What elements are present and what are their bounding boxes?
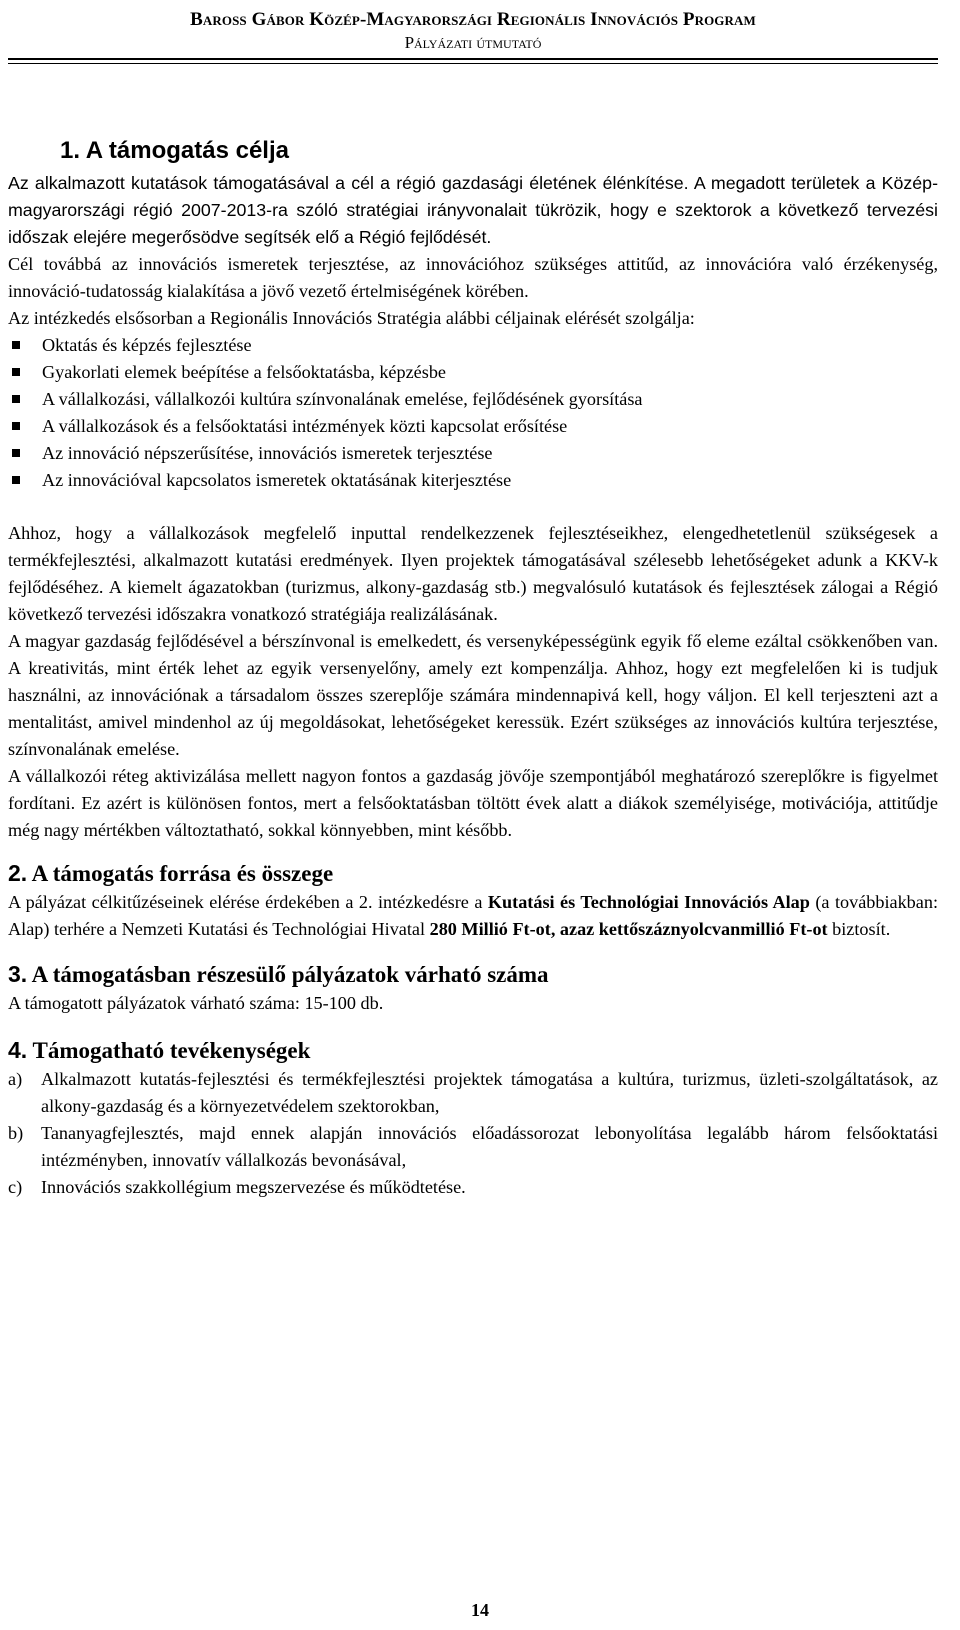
- bullet-item: A vállalkozások és a felsőoktatási intézmények közti kapcsolat erősítése: [8, 413, 938, 440]
- spacer: [8, 494, 938, 520]
- page-header: [8, 0, 938, 60]
- header-title: Baross Gábor Közép-Magyarországi Regionális Innovációs Program: [190, 9, 756, 30]
- section-1-paragraph-1: Az alkalmazott kutatások támogatásával a cél a régió gazdasági életének élénkítése. A megadott területek a Közép-magyarországi régió 2007-2013-ra szóló stratégiai irányvonalait tükrözik, hogy e szektorok a következő tervezési időszak elejére megerősödve segítsék elő a Régió fejlődését.: [8, 173, 938, 247]
- bullet-item: Oktatás és képzés fejlesztése: [8, 332, 938, 359]
- section-1-paragraph-4: Ahhoz, hogy a vállalkozások megfelelő inputtal rendelkezzenek fejlesztéseikhez, elengedhetetlenül szükségesek a termékfejlesztési, alkalmazott kutatási eredmények. Ilyen projektek támogatásával szélesebb lehetőségeket adunk a KKV-k fejlődéséhez. A kiemelt ágazatokban (turizmus, alkony-gazdaság stb.) megvalósuló kutatások és fejlesztések zálogai a Régió következő tervezési időszakra vonatkozó stratégiája realizálásának.: [8, 523, 938, 624]
- section-1-paragraph-5: A magyar gazdaság fejlődésével a bérszínvonal is emelkedett, és versenyképességünk egyik fő eleme ezáltal csökkenőben van. A kreativitás, mint érték lehet az egyik versenyelőny, amely ezt kompenzálja. Ahhoz, hogy ezt megfelelően ki is tudjuk használni, az innovációnak a társadalom összes szereplője számára mindennapivá kell, hogy váljon. El kell terjeszteni azt a mentalitást, amivel mindenhol az új megoldásokat, lehetőségeket keressük. Ezért szükséges az innovációs kultúra terjesztése, színvonalának emelése.: [8, 631, 938, 759]
- bullet-item: A vállalkozási, vállalkozói kultúra színvonalának emelése, fejlődésének gyorsítása: [8, 386, 938, 413]
- bullet-item: Gyakorlati elemek beépítése a felsőoktatásba, képzésbe: [8, 359, 938, 386]
- square-bullet-icon: [12, 368, 20, 376]
- square-bullet-icon: [12, 395, 20, 403]
- spacer: [8, 844, 938, 858]
- section-1-paragraph-6: A vállalkozói réteg aktivizálása mellett nagyon fontos a gazdaság jövője szempontjából meghatározó szereplőkre is figyelmet fordítani. Ez azért is különösen fontos, mert a felsőoktatásban töltött évek alatt a diákok személyisége, motivációja, attitűdje még nagy mértékben változtatható, sokkal könnyebben, mint később.: [8, 766, 938, 840]
- section-1-paragraph-3: Az intézkedés elsősorban a Regionális Innovációs Stratégia alábbi céljainak elérését szolgálja:: [8, 308, 695, 328]
- square-bullet-icon: [12, 476, 20, 484]
- activities-list: [8, 1066, 938, 1201]
- bullet-item: Az innovációval kapcsolatos ismeretek oktatásának kiterjesztése: [8, 467, 938, 494]
- list-item: c) Innovációs szakkollégium megszervezése és működtetése.: [8, 1177, 466, 1197]
- section-3-heading: 3. A támogatásban részesülő pályázatok várható száma: [8, 961, 549, 987]
- square-bullet-icon: [12, 341, 20, 349]
- square-bullet-icon: [12, 422, 20, 430]
- list-item: a) Alkalmazott kutatás-fejlesztési és termékfejlesztési projektek támogatása a kultúra, turizmus, üzleti-szolgáltatások, az alkony-gazdaság és a környezetvédelem szektorokban,: [8, 1069, 938, 1116]
- section-1-paragraph-2: Cél továbbá az innovációs ismeretek terjesztése, az innovációhoz szükséges attitűd, az innovációra való érzékenység, innováció-tudatosság kialakítása a jövő vezető értelmiségének körében.: [8, 254, 938, 301]
- goals-bullet-list: [8, 332, 938, 494]
- square-bullet-icon: [12, 449, 20, 457]
- header-rule: [8, 60, 938, 64]
- section-3-paragraph: A támogatott pályázatok várható száma: 15-100 db.: [8, 993, 384, 1013]
- spacer: [8, 1017, 938, 1035]
- list-item: b) Tananyagfejlesztés, majd ennek alapján innovációs előadássorozat lebonyolítása legalább három felsőoktatási intézményben, innovatív vállalkozás bevonásával,: [8, 1123, 938, 1170]
- bullet-item: Az innováció népszerűsítése, innovációs ismeretek terjesztése: [8, 440, 938, 467]
- section-1-heading: 1. A támogatás célja: [60, 137, 289, 164]
- header-subtitle: Pályázati útmutató: [404, 33, 542, 52]
- section-2-heading: 2. A támogatás forrása és összege: [8, 860, 334, 886]
- page-number: 14: [471, 1600, 489, 1620]
- spacer: [8, 943, 938, 959]
- section-2-paragraph: A pályázat célkitűzéseinek elérése érdekében a 2. intézkedésre a Kutatási és Technológiai Innovációs Alap (a továbbiakban: Alap) terhére a Nemzeti Kutatási és Technológiai Hivatal 280 Millió Ft-ot, azaz kettőszáznyolcvanmillió Ft-ot biztosít.: [8, 892, 938, 939]
- section-4-heading: 4. Támogatható tevékenységek: [8, 1037, 311, 1063]
